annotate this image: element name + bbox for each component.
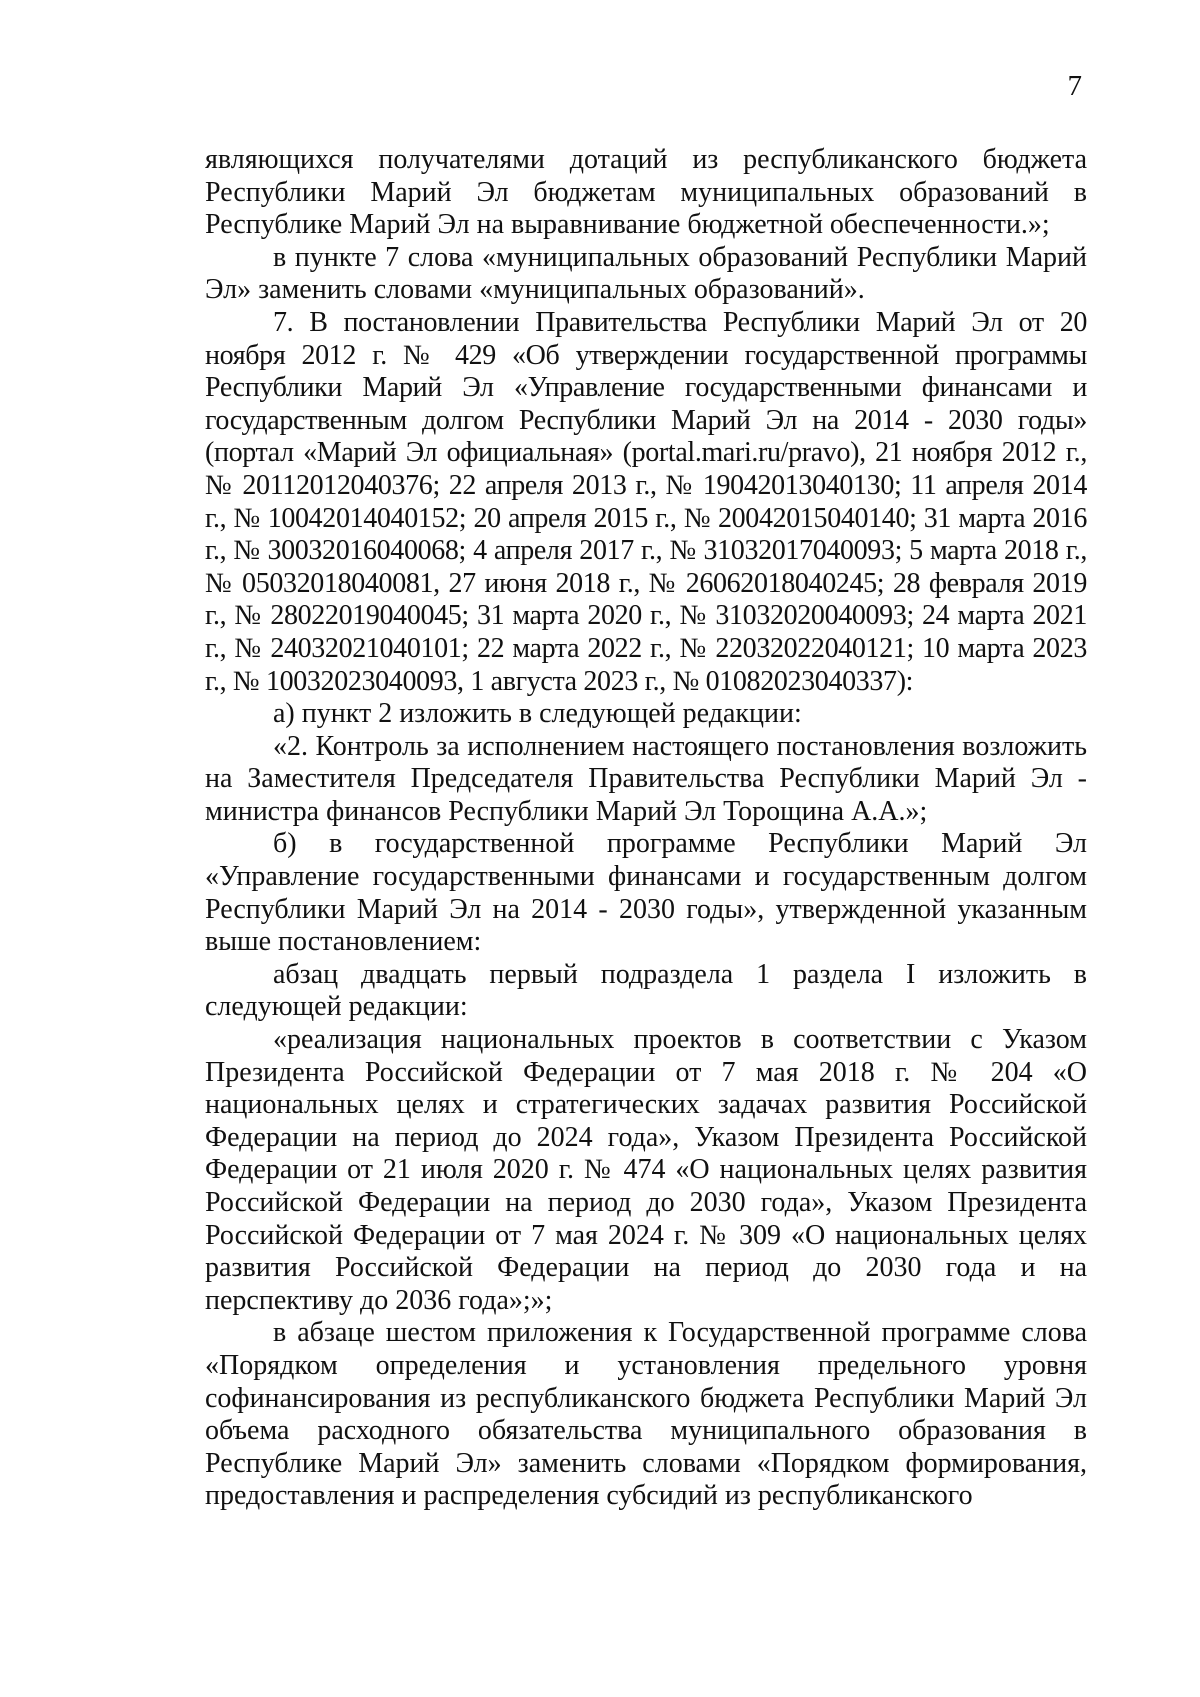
page-number: 7 <box>1067 70 1082 102</box>
paragraph-7: абзац двадцать первый подраздела 1 раздела I изложить в следующей редакции: <box>205 958 1087 1023</box>
paragraph-9: в абзаце шестом приложения к Государственной программе слова «Порядком определения и установления предельного уровня софинансирования из республиканского бюджета Республики Марий Эл объема расходного обязательства муниципального образования в Республике Марий Эл» заменить словами «Порядком формирования, предоставления и распределения субсидий из республиканского <box>205 1317 1087 1512</box>
paragraph-2: в пункте 7 слова «муниципальных образований Республики Марий Эл» заменить словами «муниципальных образований». <box>205 241 1087 306</box>
paragraph-3: 7. В постановлении Правительства Республики Марий Эл от 20 ноября 2012 г. № 429 «Об утверждении государственной программы Республики Марий Эл «Управление государственными финансами и государственным долгом Республики Марий Эл на 2014 - 2030 годы» (портал «Марий Эл официальная» (portal.mari.ru/pravo), 21 ноября 2012 г., № 20112012040376; 22 апреля 2013 г., № 19042013040130; 11 апреля 2014 г., № 10042014040152; 20 апреля 2015 г., № 20042015040140; 31 марта 2016 г., № 30032016040068; 4 апреля 2017 г., № 31032017040093; 5 марта 2018 г., № 05032018040081, 27 июня 2018 г., № 26062018040245; 28 февраля 2019 г., № 28022019040045; 31 марта 2020 г., № 31032020040093; 24 марта 2021 г., № 24032021040101; 22 марта 2022 г., № 22032022040121; 10 марта 2023 г., № 10032023040093, 1 августа 2023 г., № 01082023040337): <box>205 306 1087 697</box>
document-body <box>205 144 1087 1513</box>
paragraph-5: «2. Контроль за исполнением настоящего постановления возложить на Заместителя Председателя Правительства Республики Марий Эл - министра финансов Республики Марий Эл Торощина А.А.»; <box>205 730 1087 827</box>
paragraph-4: а) пункт 2 изложить в следующей редакции: <box>273 698 802 730</box>
paragraph-1: являющихся получателями дотаций из республиканского бюджета Республики Марий Эл бюджетам муниципальных образований в Республике Марий Эл на выравнивание бюджетной обеспеченности.»; <box>205 144 1087 241</box>
paragraph-8: «реализация национальных проектов в соответствии с Указом Президента Российской Федерации от 7 мая 2018 г. № 204 «О национальных целях и стратегических задачах развития Российской Федерации на период до 2024 года», Указом Президента Российской Федерации от 21 июля 2020 г. № 474 «О национальных целях развития Российской Федерации на период до 2030 года», Указом Президента Российской Федерации от 7 мая 2024 г. № 309 «О национальных целях развития Российской Федерации на период до 2030 года и на перспективу до 2036 года»;»; <box>205 1024 1087 1316</box>
paragraph-6: б) в государственной программе Республики Марий Эл «Управление государственными финансами и государственным долгом Республики Марий Эл на 2014 - 2030 годы», утвержденной указанным выше постановлением: <box>205 828 1087 958</box>
